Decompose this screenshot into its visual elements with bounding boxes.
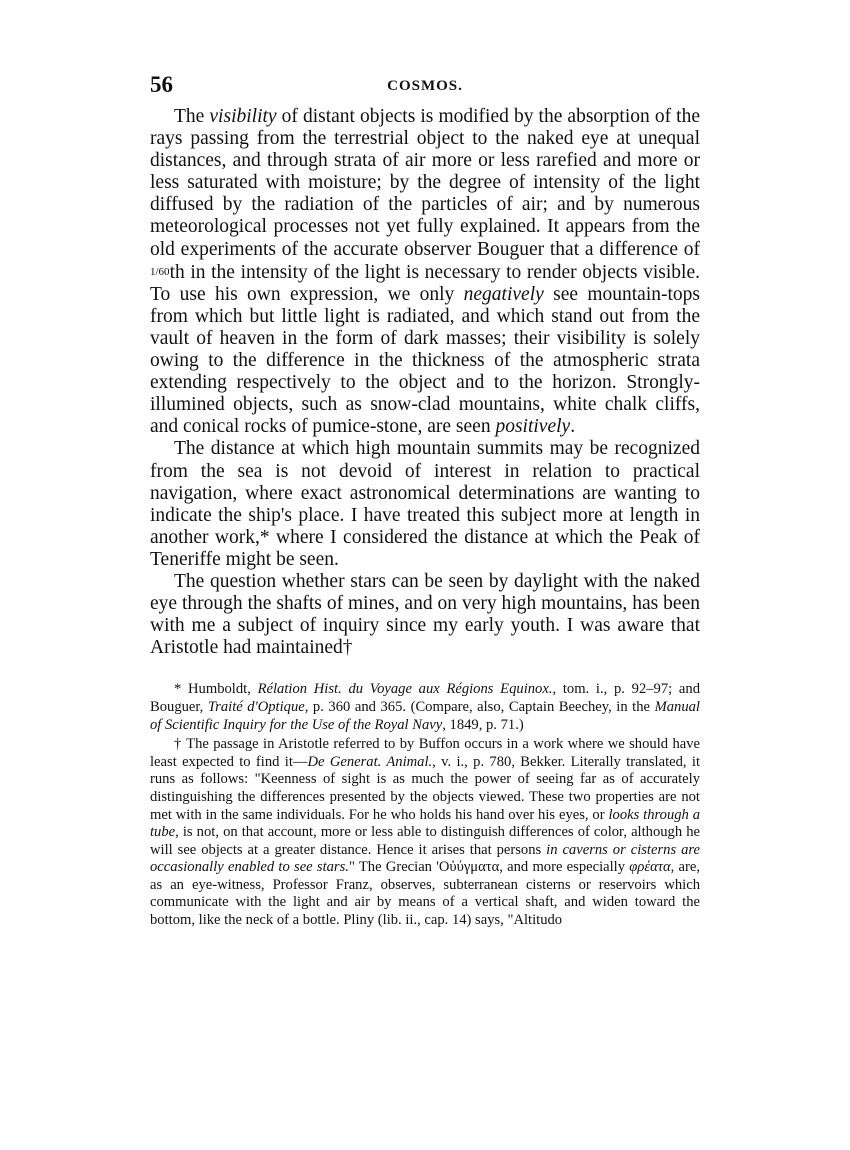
paragraph-mountain-distance: The distance at which high mountain summits may be recognized from the sea is not devoid of interest in relation to practical navigation, where exact astronomical determinations are wanting to indicate the ship's place. I have treated this subject more at length in another work,* where I considered the distance at which the Peak of Teneriffe might be seen. bbox=[150, 438, 700, 570]
paragraph-stars-daylight: The question whether stars can be seen by daylight with the naked eye through the shafts of mines, and on very high mountains, has been with me a subject of inquiry since my early youth. I was aware that Aristotle had maintained† bbox=[150, 570, 700, 659]
paragraph-text: see mountain-tops from which but little light is radiated, and which stand out from the vault of heaven in the form of dark masses; their visibility is solely owing to the difference in the thickness of the atmospheric strata extending respectively to the object and to the horizon. Strongly-illumined objects, such as snow-clad mountains, white chalk cliffs, and conical rocks of pumice-stone, are seen bbox=[150, 283, 701, 438]
italic-greek: φρέατα bbox=[629, 859, 671, 876]
paragraph-visibility bbox=[150, 106, 700, 438]
italic-title: Traité d'Optique bbox=[207, 698, 305, 715]
footnote-text: * Humboldt, bbox=[174, 681, 258, 698]
book-page bbox=[150, 72, 700, 930]
italic-title: Rélation Hist. du Voyage aux Régions Equinox. bbox=[257, 681, 553, 698]
footnote-aristotle bbox=[150, 736, 700, 930]
footnote-text: † The passage in Aristotle referred to by Buffon occurs in a work where we should have least expected to find it— bbox=[150, 736, 700, 770]
footnote-text: " The Grecian 'Οὐύγματα, and more especially bbox=[348, 859, 630, 876]
body-text bbox=[150, 106, 700, 659]
footnote-text: , are, as an eye-witness, Professor Franz, observes, subterranean cisterns or reservoirs which communicate with the light and air by means of a vertical shaft, and widen toward the bottom, like the neck of a bottle. Pliny (lib. ii., cap. 14) says, "Altitudo bbox=[150, 859, 700, 929]
paragraph-text: th in the intensity of the light is necessary to render objects visible. To use his own expression, we only bbox=[150, 261, 700, 305]
fraction: 1/60 bbox=[150, 265, 170, 278]
italic-term: positively bbox=[495, 416, 571, 438]
footnote-humboldt bbox=[150, 681, 700, 734]
paragraph-text: The bbox=[174, 106, 210, 127]
italic-term: visibility bbox=[209, 106, 277, 127]
footnote-text: , p. 360 and 365. (Compare, also, Captain Beechey, in the bbox=[304, 698, 655, 715]
italic-phrase: looks through a tube bbox=[150, 806, 701, 841]
footnotes bbox=[150, 681, 700, 929]
paragraph-text: of distant objects is modified by the absorption of the rays passing from the terrestrial object to the naked eye at unequal distances, and through strata of air more or less rarefied and more or less saturated with moisture; by the degree of intensity of the light diffused by the radiation of the particles of air; and by numerous meteorological processes not yet fully explained. It appears from the old experiments of the accurate observer Bouguer that a difference of bbox=[150, 106, 700, 260]
page-header bbox=[150, 72, 700, 106]
italic-title: De Generat. Animal. bbox=[307, 753, 433, 770]
italic-term: negatively bbox=[463, 283, 544, 305]
italic-title: Manual of Scientific Inquiry for the Use of the Royal Navy bbox=[150, 698, 700, 733]
page-number: 56 bbox=[150, 72, 173, 97]
paragraph-text: . bbox=[570, 416, 576, 438]
footnote-text: , tom. i., p. 92–97; and Bouguer, bbox=[150, 681, 700, 715]
italic-phrase: in caverns or cisterns are occasionally enabled to see stars. bbox=[150, 841, 700, 876]
footnote-text: , is not, on that account, more or less able to distinguish differences of color, although he will see objects at a greater distance. Hence it arises that persons bbox=[150, 824, 700, 858]
running-title: COSMOS. bbox=[387, 78, 463, 94]
footnote-text: , v. i., p. 780, Bekker. Literally translated, it runs as follows: "Keenness of sight is as much the power of seeing far as of accurately distinguishing the differences presented by the objects viewed. These two properties are not met with in the same individuals. For he who holds his hand over his eyes, or bbox=[150, 753, 700, 823]
footnote-text: , 1849, p. 71.) bbox=[442, 716, 524, 733]
